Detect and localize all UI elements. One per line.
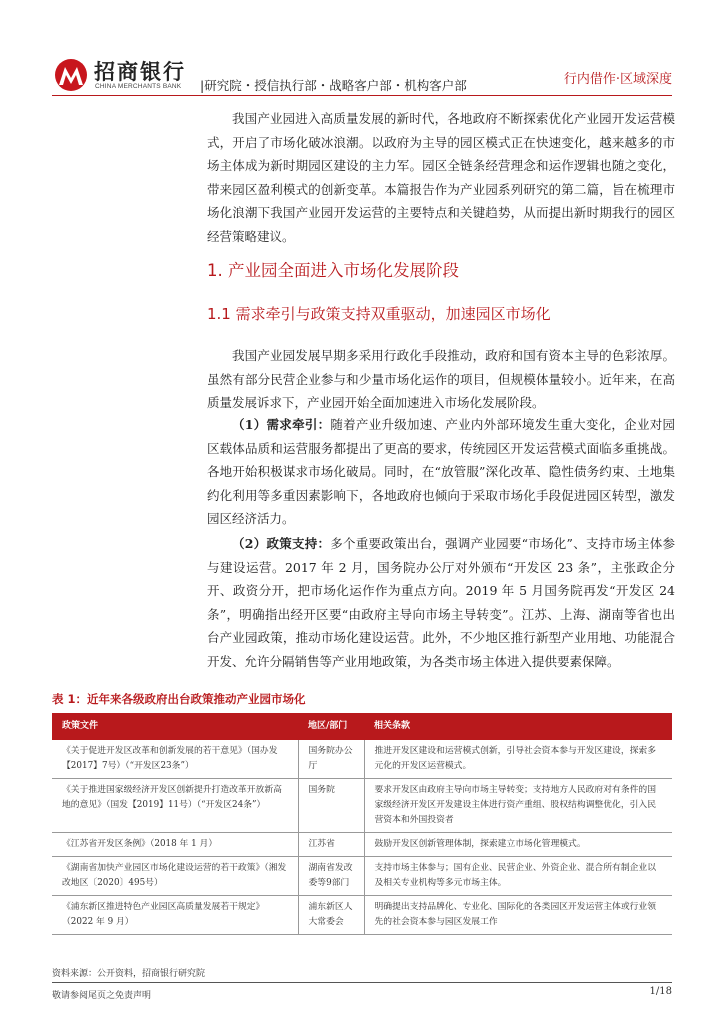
cell-region: 国务院 xyxy=(298,779,364,833)
page-number: 1/18 xyxy=(649,986,672,997)
demand-paragraph xyxy=(207,413,675,531)
cell-doc: 《关于推进国家级经济开发区创新提升打造改革开放新高地的意见》（国发【2019】11号）（“开发区24条”） xyxy=(52,779,298,833)
policy-text: 多个重要政策出台，强调产业园要“市场化”、支持市场主体参与建设运营。2017 年 2 月，国务院办公厅对外颁布“开发区 23 条”，主张政企分开、政资分开，把市场化运作作为重点方向。2019 年 5 月国务院再发“开发区 24 条”，明确指出经开区要“由政府主导向市场主导转变”。江苏、上海、湖南等省也出台产业园政策，推动市场化建设运营。此外，不少地区推行新型产业用地、功能混合开发、允许分隔销售等产业用地政策，为各类市场主体进入提供要素保障。 xyxy=(207,536,675,669)
report-type-label: 行内借作·区域深度 xyxy=(563,72,672,87)
header-region: 地区/部门 xyxy=(298,713,364,740)
header-divider xyxy=(52,95,672,96)
cell-clause: 鼓励开发区创新管理体制，探索建立市场化管理模式。 xyxy=(364,833,672,857)
cell-clause: 推进开发区建设和运营模式创新，引导社会资本参与开发区建设，探索多元化的开发区运营模式。 xyxy=(364,740,672,779)
cell-doc: 《关于促进开发区改革和创新发展的若干意见》（国办发【2017】7号）（“开发区23条”） xyxy=(52,740,298,779)
cell-clause: 要求开发区由政府主导向市场主导转变；支持地方人民政府对有条件的国家级经济开发区开发建设主体进行资产重组、股权结构调整优化，引入民营资本和外国投资者 xyxy=(364,779,672,833)
cell-clause: 支持市场主体参与；国有企业、民营企业、外资企业、混合所有制企业以及相关专业机构等多元市场主体。 xyxy=(364,857,672,896)
cell-doc: 《湖南省加快产业园区市场化建设运营的若干政策》（湘发改地区〔2020〕495号） xyxy=(52,857,298,896)
table-source: 资料来源：公开资料，招商银行研究院 xyxy=(52,969,206,979)
cell-doc: 《浦东新区推进特色产业园区高质量发展若干规定》（2022 年 9 月） xyxy=(52,896,298,935)
cell-region: 国务院办公厅 xyxy=(298,740,364,779)
section-heading-1: 1. 产业园全面进入市场化发展阶段 xyxy=(207,261,459,280)
page-header xyxy=(52,56,672,96)
table-row xyxy=(52,740,672,779)
table-header-row xyxy=(52,713,672,740)
header-policy-doc: 政策文件 xyxy=(52,713,298,740)
table-row xyxy=(52,896,672,935)
background-paragraph: 我国产业园发展早期多采用行政化手段推动，政府和国有资本主导的色彩浓厚。虽然有部分民营企业参与和少量市场化运作的项目，但规模体量较小。近年来，在高质量发展诉求下，产业园开始全面加速进入市场化发展阶段。 xyxy=(207,348,675,410)
table-row xyxy=(52,779,672,833)
intro-paragraph: 我国产业园进入高质量发展的新时代，各地政府不断探索优化产业园开发运营模式，开启了市场化破冰浪潮。以政府为主导的园区模式正在快速变化，越来越多的市场主体成为新时期园区建设的主力军。园区全链条经营理念和运作逻辑也随之变化，带来园区盈利模式的创新变革。本篇报告作为产业园系列研究的第二篇，旨在梳理市场化浪潮下我国产业园开发运营的主要特点和关键趋势，从而提出新时期我行的园区经营策略建议。 xyxy=(207,111,675,244)
cell-region: 江苏省 xyxy=(298,833,364,857)
cell-region: 湖南省发改委等9部门 xyxy=(298,857,364,896)
disclaimer-note: 敬请参阅尾页之免责声明 xyxy=(52,991,152,1001)
demand-lead: （1）需求牵引： xyxy=(232,417,331,432)
cmb-logo-icon xyxy=(52,58,90,92)
header-clauses: 相关条款 xyxy=(364,713,672,740)
policy-lead: （2）政策支持： xyxy=(232,536,331,551)
logo-text-en: CHINA MERCHANTS BANK xyxy=(95,83,182,90)
cell-region: 浦东新区人大常委会 xyxy=(298,896,364,935)
table-row xyxy=(52,857,672,896)
logo-text-cn: 招商银行 xyxy=(94,60,186,84)
policy-paragraph xyxy=(207,532,675,673)
table-row xyxy=(52,833,672,857)
demand-text: 随着产业升级加速、产业内外部环境发生重大变化，企业对园区载体品质和运营服务都提出了更高的要求，传统园区开发运营模式面临多重挑战。各地开始积极谋求市场化破局。同时，在“放管服”深化改革、隐性债务约束、土地集约化利用等多重因素影响下，各地政府也倾向于采取市场化手段促进园区转型，激发园区经济活力。 xyxy=(207,417,675,526)
cell-doc: 《江苏省开发区条例》（2018 年 1 月） xyxy=(52,833,298,857)
table-title: 表 1：近年来各级政府出台政策推动产业园市场化 xyxy=(52,692,306,706)
cell-clause: 明确提出支持品牌化、专业化、国际化的各类园区开发运营主体或行业领先的社会资本参与园区发展工作 xyxy=(364,896,672,935)
policy-table xyxy=(52,713,672,935)
department-line: |研究院・授信执行部・战略客户部・机构客户部 xyxy=(200,78,467,93)
section-heading-1-1: 1.1 需求牵引与政策支持双重驱动，加速园区市场化 xyxy=(207,305,551,323)
footer-divider xyxy=(52,982,672,983)
